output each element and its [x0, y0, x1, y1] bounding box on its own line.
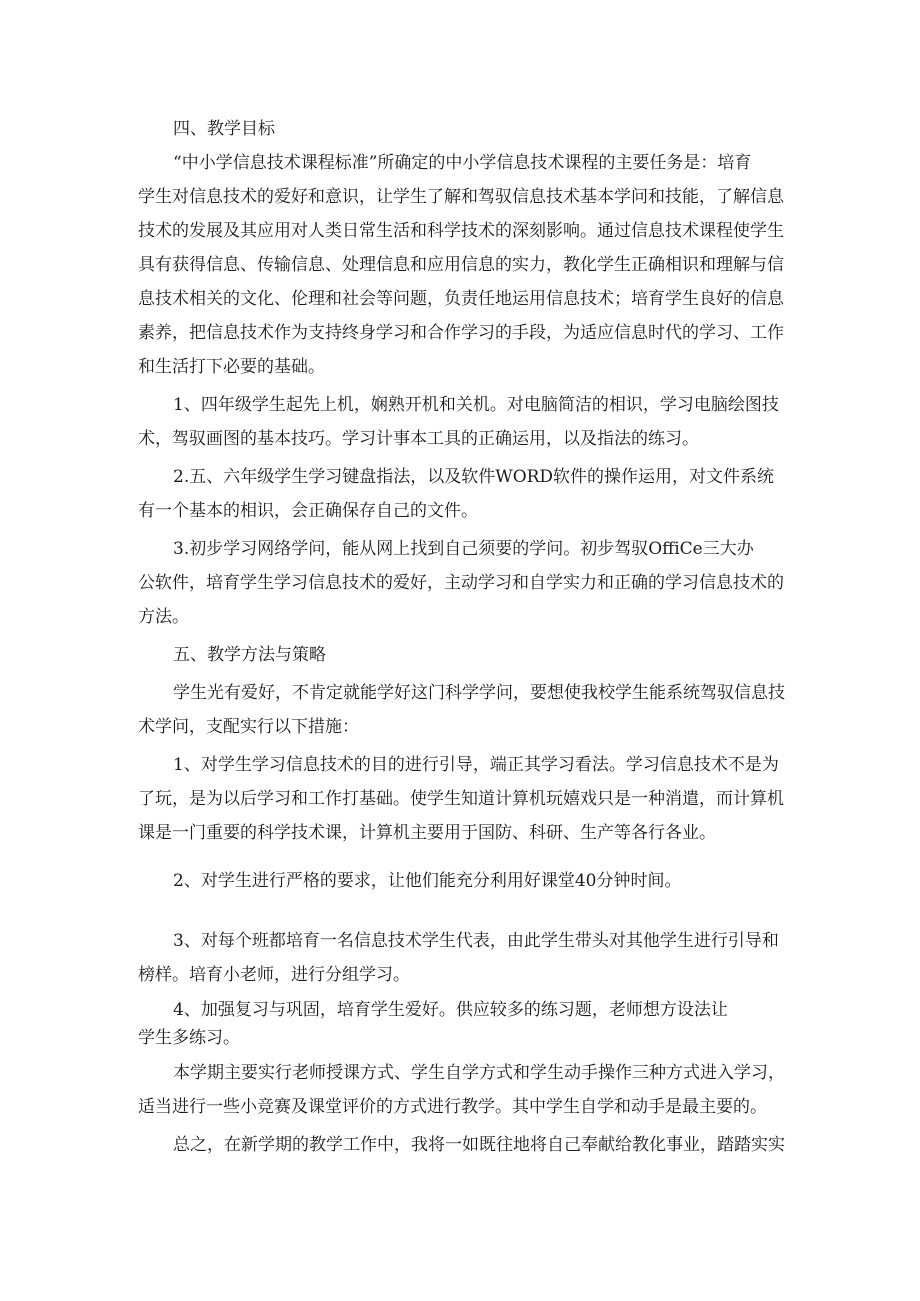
text-line: 了玩，是为以后学习和工作打基础。使学生知道计算机玩嬉戏只是一种消遣，而计算机 [138, 789, 784, 809]
paragraph-measure-3 [138, 924, 790, 992]
paragraph-methods-intro [138, 676, 790, 744]
text-line: 课是一门重要的科学技术课，计算机主要用于国防、科研、生产等各行各业。 [138, 823, 716, 843]
text-line: 3、对每个班都培育一名信息技术学生代表，由此学生带头对其他学生进行引导和 [173, 931, 779, 951]
text-line: 总之，在新学期的教学工作中，我将一如既往地将自己奉献给教化事业，踏踏实实 [173, 1135, 785, 1155]
section-heading-methods: 五、教学方法与策略 [173, 645, 326, 665]
text-line: 公软件，培育学生学习信息技术的爱好，主动学习和自学实力和正确的学习信息技术的 [138, 573, 784, 593]
text-line: 术学问，支配实行以下措施： [138, 717, 359, 737]
paragraph-goal-1 [138, 388, 790, 456]
text-line: “中小学信息技术课程标准”所确定的中小学信息技术课程的主要任务是：培育 [173, 153, 752, 173]
text-line: 方法。 [138, 607, 189, 627]
text-line: 术，驾驭画图的基本技巧。学习计事本工具的正确运用，以及指法的练习。 [138, 429, 699, 449]
text-line: 1、对学生学习信息技术的目的进行引导，端正其学习看法。学习信息技术不是为 [173, 755, 779, 775]
text-line: 具有获得信息、传输信息、处理信息和应用信息的实力，教化学生正确相识和理解与信 [138, 255, 784, 275]
paragraph-measure-1 [138, 748, 790, 850]
text-line: 本学期主要实行老师授课方式、学生自学方式和学生动手操作三种方式进入学习， [173, 1063, 785, 1083]
paragraph-goals-intro [138, 146, 790, 384]
text-line: 学生多练习。 [138, 1028, 240, 1048]
text-line: 2、对学生进行严格的要求，让他们能充分利用好课堂40分钟时间。 [173, 871, 682, 891]
text-line: 适当进行一些小竞赛及课堂评价的方式进行教学。其中学生自学和动手是最主要的。 [138, 1097, 767, 1117]
paragraph-goal-3 [138, 532, 790, 634]
paragraph-conclusion [138, 1128, 790, 1162]
paragraph-goal-2 [138, 460, 790, 528]
text-line: 4、加强复习与巩固，培育学生爱好。供应较多的练习题，老师想方设法让 [173, 1000, 728, 1020]
text-line: 3.初步学习网络学问，能从网上找到自己须要的学问。初步驾驭OffiCe三大办 [173, 539, 754, 559]
text-line: 和生活打下必要的基础。 [138, 357, 325, 377]
text-line: 1、四年级学生起先上机，娴熟开机和关机。对电脑简洁的相识，学习电脑绘图技 [173, 395, 779, 415]
text-line: 息技术相关的文化、伦理和社会等问题，负责任地运用信息技术；培育学生良好的信息 [138, 289, 784, 309]
paragraph-summary [138, 1056, 790, 1124]
paragraph-measure-4 [138, 996, 790, 1052]
section-heading-teaching-goals: 四、教学目标 [173, 119, 275, 139]
text-line: 榜样。培育小老师，进行分组学习。 [138, 965, 410, 985]
document-page [138, 112, 790, 1162]
paragraph-measure-2 [138, 864, 790, 898]
text-line: 素养，把信息技术作为支持终身学习和合作学习的手段，为适应信息时代的学习、工作 [138, 323, 784, 343]
text-line: 有一个基本的相识，会正确保存自己的文件。 [138, 501, 478, 521]
text-line: 2.五、六年级学生学习键盘指法，以及软件WORD软件的操作运用，对文件系统 [173, 467, 775, 487]
text-line: 技术的发展及其应用对人类日常生活和科学技术的深刻影响。通过信息技术课程使学生 [138, 221, 784, 241]
text-line: 学生对信息技术的爱好和意识，让学生了解和驾驭信息技术基本学问和技能，了解信息 [138, 187, 784, 207]
text-line: 学生光有爱好，不肯定就能学好这门科学学问，要想使我校学生能系统驾驭信息技 [173, 683, 785, 703]
